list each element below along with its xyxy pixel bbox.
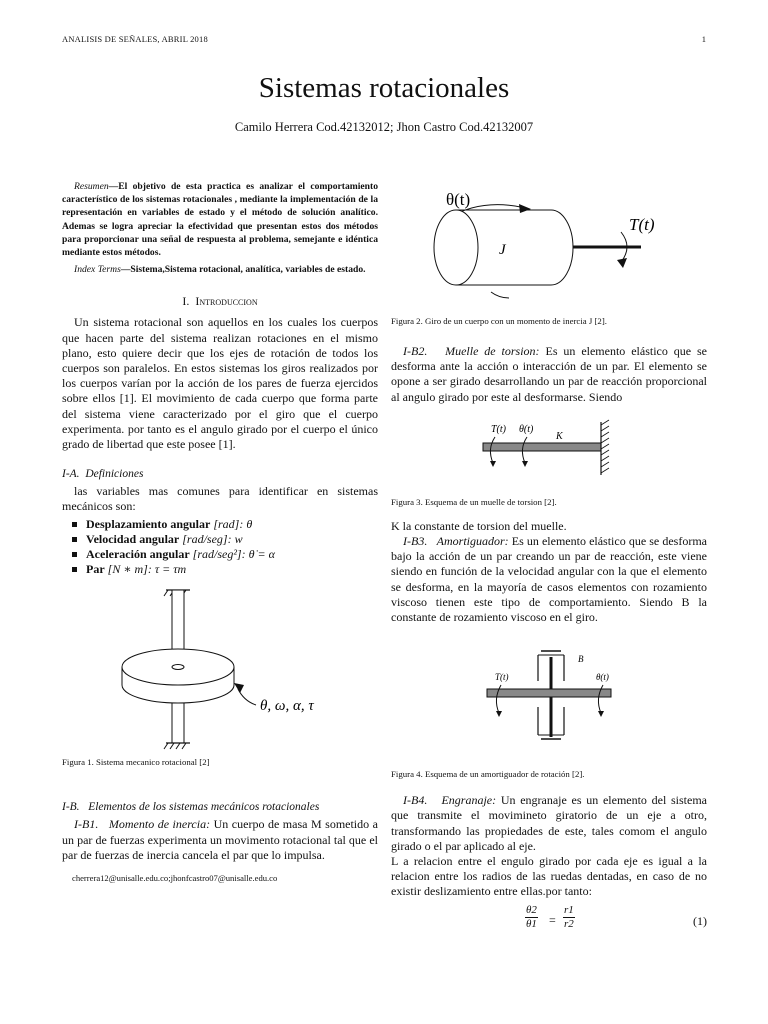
equation-lhs (525, 904, 538, 931)
equation-rhs-numerator: r1 (564, 903, 574, 916)
figure-4-theta: θ(t) (596, 672, 609, 683)
equation-rhs-denominator: r2 (564, 917, 574, 930)
right-column (391, 180, 707, 938)
intro-paragraph: Un sistema rotacional son aquellos en los cuales los cuerpos que hacen parte del sistema realizan rotaciones en el mismo plano, esto quiere decir que los ejes de rotación de todos los cuerpos son paralelos. En estos sistemas los giros realizados por los cuerpos varían por la acción de los pares de fuerza ejercidos sobre ellos [1]. El movimiento de cada cuerpo que forma parte del sistema viene caracterizado por el giro que el cuerpo experimenta. por tanto es el angulo girado por el cuerpo el único grado de libertad que este posee [1]. (62, 315, 378, 452)
figure-2-inertia-label: J (499, 242, 506, 258)
figure-4-torque: T(t) (495, 672, 509, 683)
paragraph-text: Es un elemento elástico que se desforma bajo la acción de un par creando un par de reacción, este viene siendo en función de la velocidad angular con la que el elemento se desforma, en la mayoría de casos elementos con rozamiento viscoso tienen este tipo de comportamiento. Siendo B la constante de rozamiento viscoso en el giro. (391, 534, 708, 625)
item-expr: : w (227, 531, 243, 546)
section-title: Introduccion (195, 294, 258, 309)
subsection-label: I-A. (62, 468, 80, 481)
figure-4-rotational-damper (391, 643, 707, 755)
subsection-label: I-B. (62, 801, 80, 814)
figure-4-constant: B (578, 654, 584, 665)
footnote-emails: cherrera12@unisalle.edu.co;jhonfcastro07@unisalle.edu.co (72, 873, 278, 884)
equation-equals: = (549, 912, 556, 927)
page-number: 1 (701, 34, 706, 44)
inertia-paragraph (62, 817, 378, 863)
list-item (72, 562, 378, 577)
figure-2-torque: T(t) (629, 215, 655, 234)
spring-paragraph (391, 344, 707, 405)
list-item (72, 517, 378, 532)
paragraph-label: I-B4. (403, 793, 428, 808)
section-heading (62, 294, 378, 309)
definitions-list (62, 517, 378, 578)
equation-rhs (563, 904, 575, 931)
paper-title: Sistemas rotacionales (258, 72, 510, 104)
figure-3-constant: K (556, 430, 563, 442)
subsection-title: Elementos de los sistemas mecánicos rotacionales (88, 801, 320, 814)
paragraph-title: Amortiguador: (436, 534, 509, 549)
damper-paragraph (391, 534, 707, 625)
paragraph-label: I-B1. (74, 817, 99, 832)
item-unit: [N ∗ m] (107, 562, 148, 577)
item-unit: [rad] (213, 516, 240, 531)
figure-3-torsion-spring (391, 417, 707, 487)
equation-lhs-denominator: θ1 (526, 917, 537, 930)
equation-1 (391, 904, 707, 938)
paragraph-text: Un engranaje es un elemento del sistema que transmite el movimineto giratorio de un eje a otro, transformando las propiedades de este, tales comom el angulo girado o el par aplicado al eje. (391, 793, 708, 853)
left-column (62, 180, 378, 883)
index-terms-label: Index Terms (74, 264, 121, 276)
paragraph-title: Muelle de torsion: (445, 344, 540, 358)
figure-4-caption: Figura 4. Esquema de un amortiguador de rotación [2]. (391, 769, 585, 780)
item-name: Velocidad angular (86, 531, 180, 546)
index-terms-text: —Sistema,Sistema rotacional, analítica, variables de estado. (120, 264, 366, 276)
figure-3-torque: T(t) (491, 423, 506, 435)
subsection-title: Definiciones (85, 468, 144, 481)
figure-3-caption: Figura 3. Esquema de un muelle de torsion [2]. (391, 496, 557, 507)
item-unit: [rad/seg²] (192, 547, 242, 562)
subsection-heading (62, 468, 378, 480)
item-name: Aceleración angular (86, 547, 190, 562)
item-unit: [rad/seg] (182, 531, 228, 546)
abstract-text: —El objetivo de esta practica es analizar el comportamiento característico de los sistemas rotacionales , mediante la implementación de la representación en variables de estado y el método de solución analítico. Ademas se logra apreciar la efectividad que presentan estos dos métodos para proporcionar una señal de respuesta al problema, semejante e idéntica mediante estos métodos. (62, 181, 378, 259)
paragraph-label: I-B3. (403, 534, 428, 549)
gear-relation-text: L a relacion entre el engulo girado por cada eje es igual a la relacion entre los radios de las ruedas dentadas, en caso de no existir deslizamiento entre ellas.por tanto: (391, 854, 707, 899)
item-name: Par (86, 562, 105, 577)
list-item (72, 547, 378, 562)
figure-2-caption: Figura 2. Giro de un cuerpo con un momento de inercia J [2]. (391, 316, 607, 326)
section-number: I. (182, 294, 190, 309)
running-header: ANALISIS DE SEÑALES, ABRIL 2018 (62, 34, 208, 44)
index-terms (62, 263, 378, 276)
paragraph-text: Es un elemento elástico que se desforma ante la acción o interacción de un par. El elemento se opone a ser girado desarrollando un par de reacción proporcional al angulo girado por este al desformarse. Siendo (391, 344, 708, 404)
item-expr: : τ = τm (147, 562, 187, 577)
figure-1-rotational-system (62, 585, 378, 755)
definitions-intro: las variables mas comunes para identificar en sistemas mecánicos son: (62, 484, 378, 514)
abstract (62, 180, 378, 259)
figure-1-caption: Figura 1. Sistema mecanico rotacional [2] (62, 757, 210, 768)
equation-lhs-numerator: θ2 (526, 903, 537, 916)
spring-constant-text: K la constante de torsion del muelle. (391, 518, 567, 533)
equation-number: (1) (693, 913, 707, 928)
gear-paragraph (391, 793, 707, 854)
abstract-label: Resumen (74, 181, 109, 192)
subsection-heading (62, 801, 378, 813)
paragraph-label: I-B2. (403, 344, 428, 358)
item-name: Desplazamiento angular (86, 516, 211, 531)
item-expr: : θ (239, 516, 253, 531)
figure-1-symbols: θ, ω, α, τ (260, 698, 314, 715)
item-expr: : θ̇ = α (241, 547, 275, 562)
figure-2-theta: θ(t) (446, 190, 471, 209)
authors: Camilo Herrera Cod.42132012; Jhon Castro Cod.42132007 (234, 120, 534, 134)
paragraph-text: Un cuerpo de masa M sometido a un par de fuerzas experimenta un movimento rotacional tal que el par de fuerzas de inercia cancela el par que lo impulsa. (62, 817, 378, 862)
figure-2-inertia (391, 180, 707, 308)
paragraph-title: Engranaje: (441, 793, 497, 808)
paragraph-title: Momento de inercia: (108, 817, 211, 832)
figure-3-theta: θ(t) (519, 423, 534, 435)
list-item (72, 532, 378, 547)
